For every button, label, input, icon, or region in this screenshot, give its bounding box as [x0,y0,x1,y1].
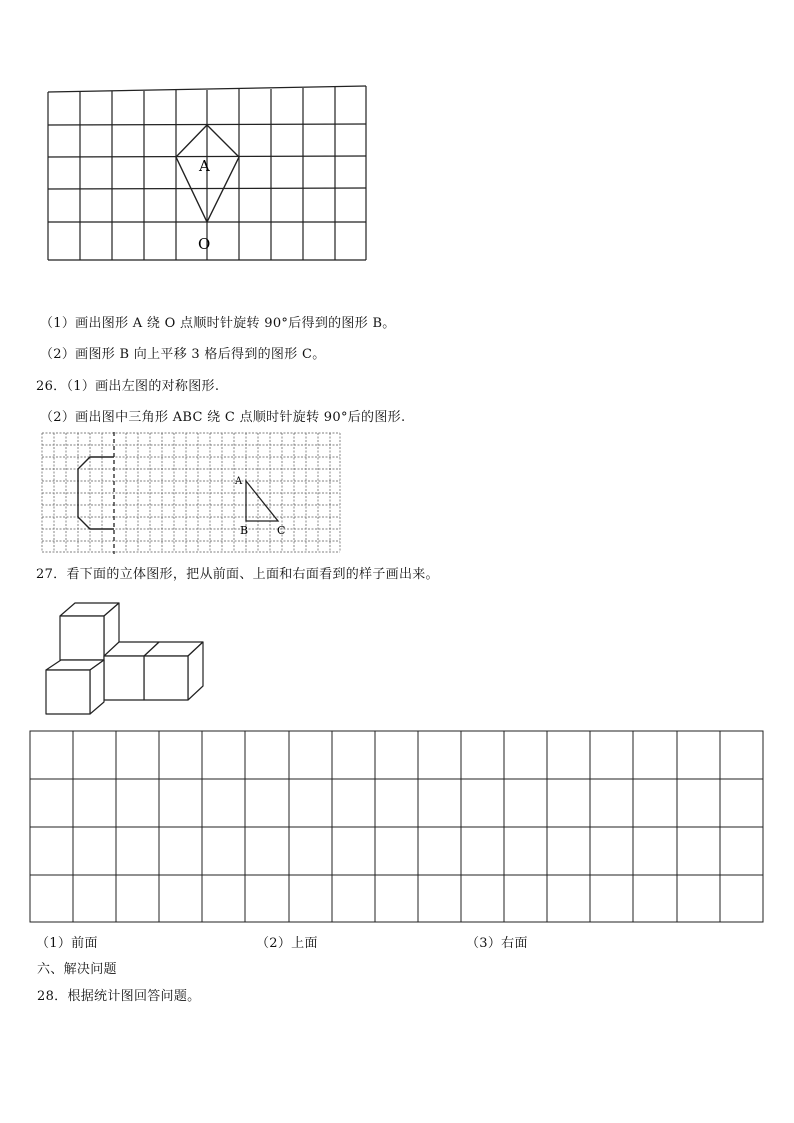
cube-front-face-4 [46,670,90,714]
point-label-o: O [198,235,211,253]
q25-part1: （1）画出图形 A 绕 O 点顺时针旋转 90°后得到的图形 B。 [40,316,396,331]
view-right-label: （3）右面 [466,936,528,951]
triangle-label-a: A [235,476,243,487]
triangle-label-b: B [240,524,249,537]
cube-front-face-3 [144,656,188,700]
view-front-label: （1）前面 [36,936,98,951]
triangle-abc [246,481,278,521]
drawing-grid [29,730,766,926]
q26-part1: 26．（1）画出左图的对称图形. [36,379,220,394]
cube-side-face-4 [90,660,104,714]
q26-part2: （2）画出图中三角形 ABC 绕 C 点顺时针旋转 90°后的图形. [40,410,406,425]
cube-front-face-1 [60,616,104,660]
section6-title: 六、解决问题 [37,962,117,977]
view-top-label: （2）上面 [256,936,318,951]
q28-title: 28．根据统计图回答问题。 [37,989,201,1004]
q25-part2: （2）画图形 B 向上平移 3 格后得到的图形 C。 [40,347,326,362]
kite-label-a: A [199,157,210,175]
rotation-grid [44,82,374,267]
symmetry-grid [38,430,344,556]
cube-front-face-2 [104,656,144,700]
cube-figure [40,598,210,718]
q27-title: 27．看下面的立体图形，把从前面、上面和右面看到的样子画出来。 [36,567,439,582]
triangle-label-c: C [277,524,286,537]
